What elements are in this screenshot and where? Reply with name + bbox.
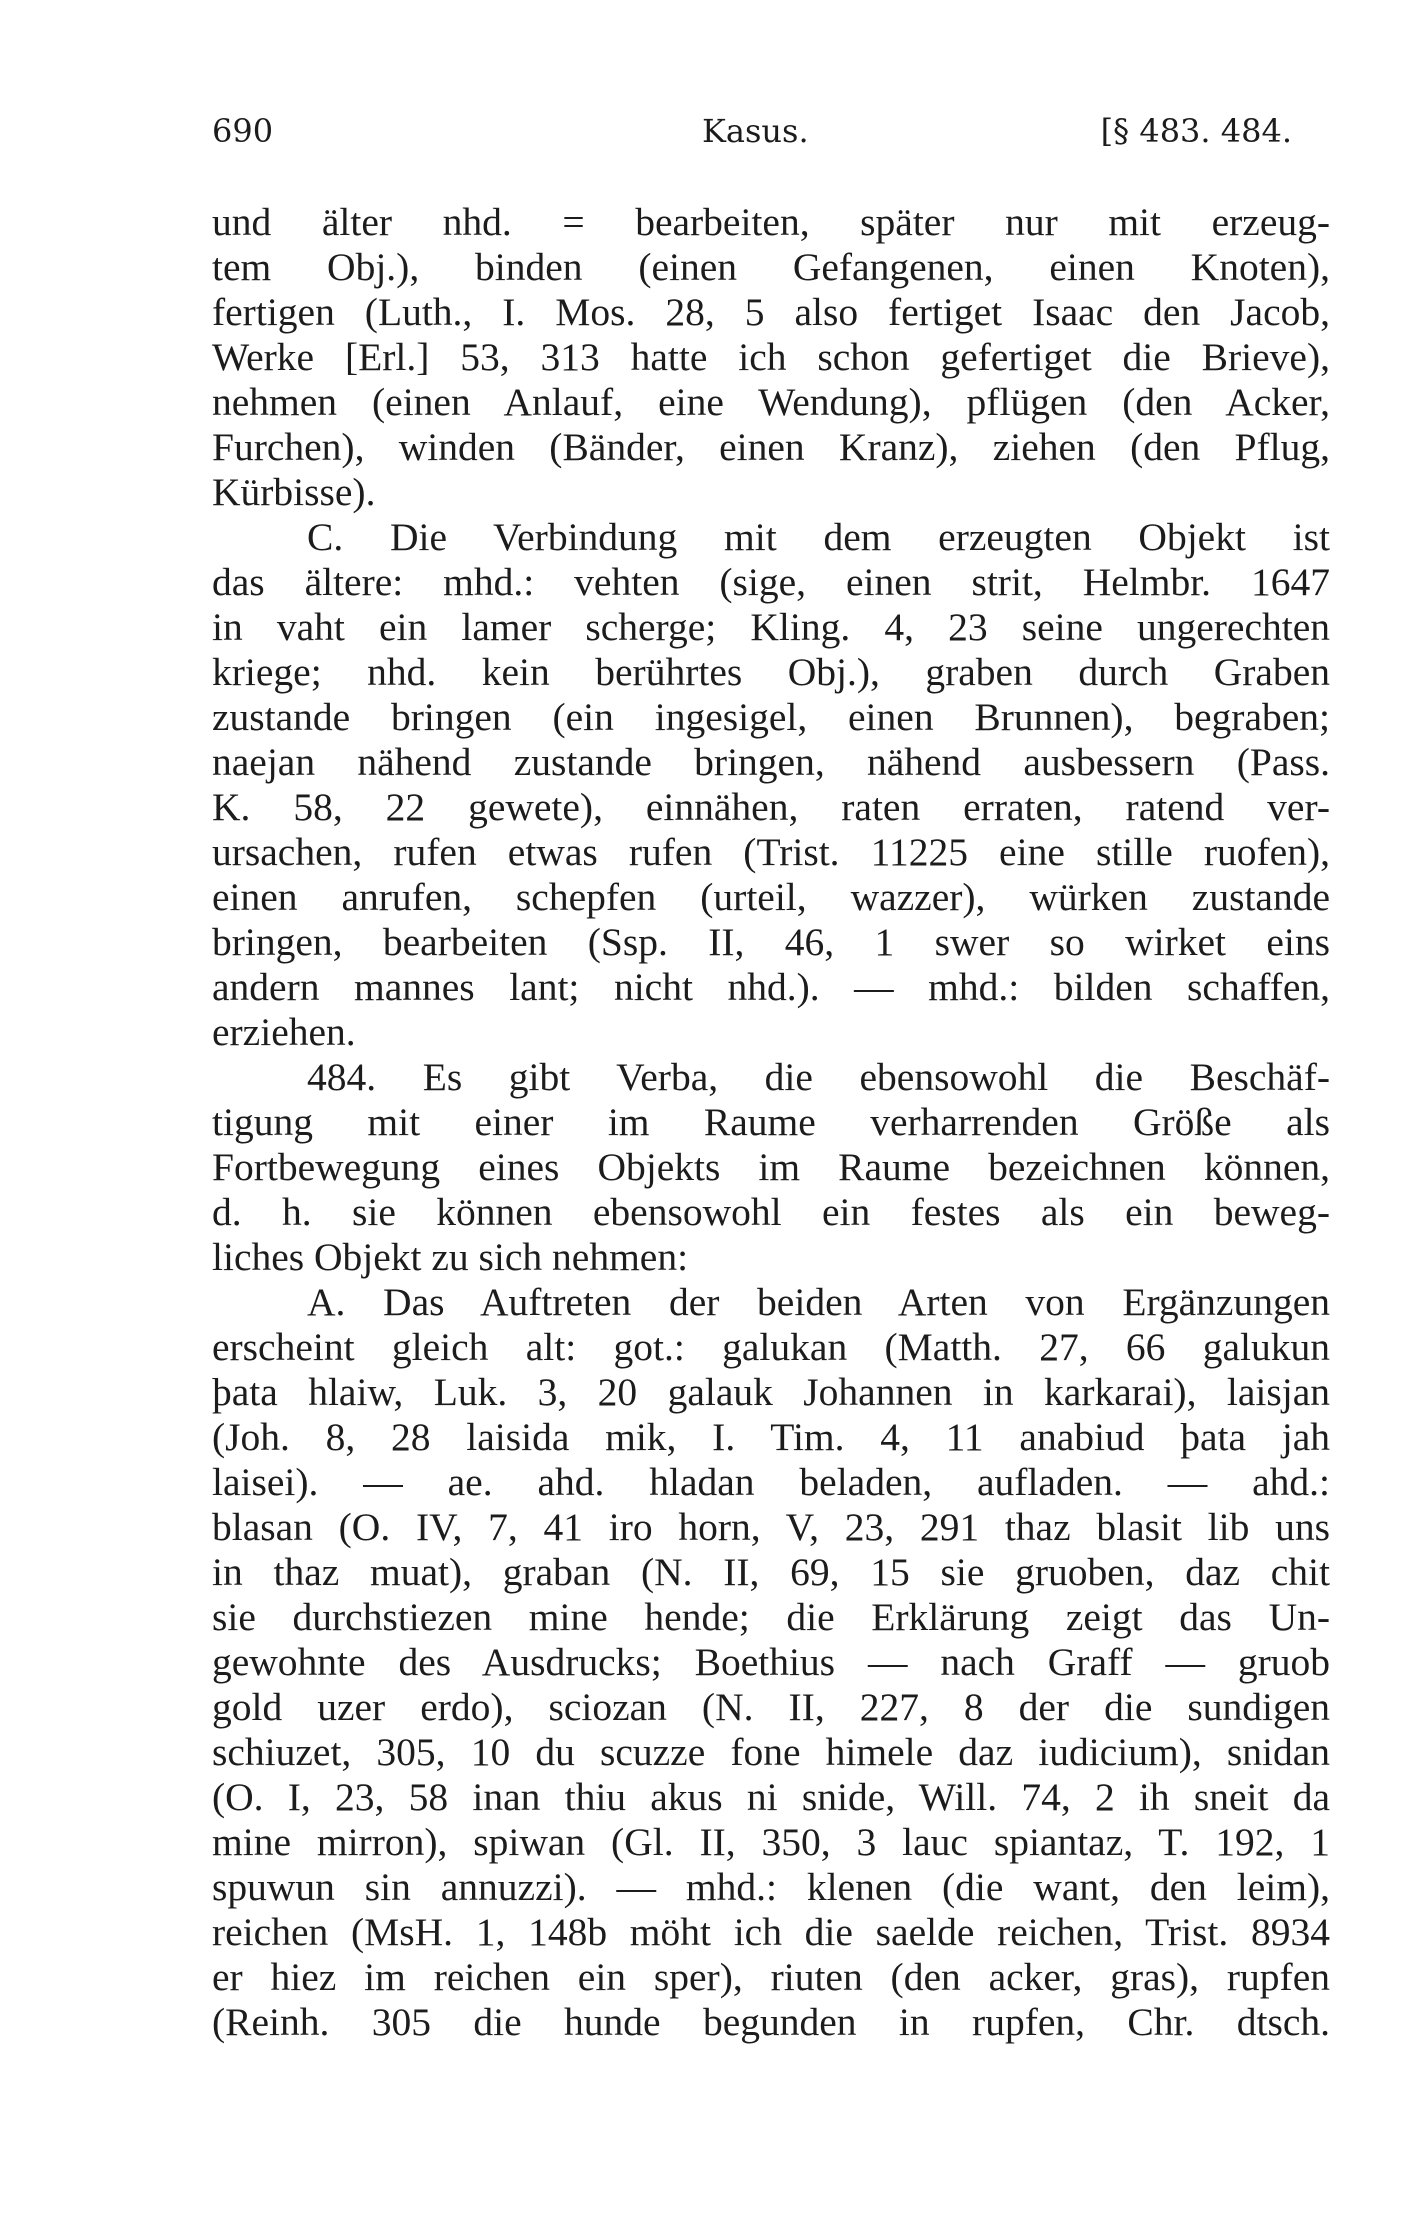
text-line: A. Das Auftreten der beiden Arten von Ergänzungen (307, 1280, 1330, 1324)
text-line: K. 58, 22 gewete), einnähen, raten erraten, ratend ver- (212, 785, 1330, 829)
text-line: reichen (MsH. 1, 148b möht ich die saelde reichen, Trist. 8934 (212, 1910, 1330, 1954)
text-line: einen anrufen, schepfen (urteil, wazzer), würken zustande (212, 875, 1330, 919)
text-line: laisei). — ae. ahd. hladan beladen, aufladen. — ahd.: (212, 1460, 1330, 1504)
text-line: C. Die Verbindung mit dem erzeugten Objekt ist (307, 515, 1330, 559)
page-number: 690 (212, 112, 274, 150)
text-line: d. h. sie können ebensowohl ein festes als ein beweg- (212, 1190, 1330, 1234)
text-line: naejan nähend zustande bringen, nähend ausbessern (Pass. (212, 740, 1330, 784)
text-line: und älter nhd. = bearbeiten, später nur mit erzeug- (212, 200, 1330, 244)
text-line: gold uzer erdo), sciozan (N. II, 227, 8 der die sundigen (212, 1685, 1330, 1729)
text-line: tigung mit einer im Raume verharrenden Größe als (212, 1100, 1330, 1144)
text-line: sie durchstiezen mine hende; die Erklärung zeigt das Un- (212, 1595, 1330, 1639)
text-line: liches Objekt zu sich nehmen: (212, 1235, 689, 1279)
text-line: blasan (O. IV, 7, 41 iro horn, V, 23, 291 thaz blasit lib uns (212, 1505, 1330, 1549)
text-line: (Reinh. 305 die hunde begunden in rupfen, Chr. dtsch. (212, 2000, 1330, 2044)
text-line: (Joh. 8, 28 laisida mik, I. Tim. 4, 11 anabiud þata jah (212, 1415, 1330, 1459)
text-line: Furchen), winden (Bänder, einen Kranz), ziehen (den Pflug, (212, 425, 1330, 469)
text-line: nehmen (einen Anlauf, eine Wendung), pflügen (den Acker, (212, 380, 1330, 424)
text-line: fertigen (Luth., I. Mos. 28, 5 also fertiget Isaac den Jacob, (212, 290, 1330, 334)
text-line: andern mannes lant; nicht nhd.). — mhd.: bilden schaffen, (212, 965, 1330, 1009)
running-title: Kasus. (702, 112, 809, 150)
section-reference: [§ 483. 484. (1100, 112, 1292, 150)
text-line: schiuzet, 305, 10 du scuzze fone himele daz iudicium), snidan (212, 1730, 1330, 1774)
text-line: das ältere: mhd.: vehten (sige, einen strit, Helmbr. 1647 (212, 560, 1330, 604)
text-line: kriege; nhd. kein berührtes Obj.), graben durch Graben (212, 650, 1330, 694)
text-line: erziehen. (212, 1010, 356, 1054)
text-line: spuwun sin annuzzi). — mhd.: klenen (die want, den leim), (212, 1865, 1330, 1909)
text-line: (O. I, 23, 58 inan thiu akus ni snide, Will. 74, 2 ih sneit da (212, 1775, 1330, 1819)
text-line: ursachen, rufen etwas rufen (Trist. 11225 eine stille ruofen), (212, 830, 1330, 874)
page-header (212, 112, 1292, 160)
text-line: er hiez im reichen ein sper), riuten (den acker, gras), rupfen (212, 1955, 1330, 1999)
text-line: mine mirron), spiwan (Gl. II, 350, 3 lauc spiantaz, T. 192, 1 (212, 1820, 1330, 1864)
text-line: tem Obj.), binden (einen Gefangenen, einen Knoten), (212, 245, 1330, 289)
text-line: erscheint gleich alt: got.: galukan (Matth. 27, 66 galukun (212, 1325, 1330, 1369)
section-start-484: 484. Es gibt Verba, die ebensowohl die Beschäf- (307, 1055, 1330, 1099)
text-line: gewohnte des Ausdrucks; Boethius — nach Graff — gruob (212, 1640, 1330, 1684)
page-body (212, 200, 1330, 2045)
text-line: in vaht ein lamer scherge; Kling. 4, 23 seine ungerechten (212, 605, 1330, 649)
text-line: Fortbewegung eines Objekts im Raume bezeichnen können, (212, 1145, 1330, 1189)
text-line: bringen, bearbeiten (Ssp. II, 46, 1 swer so wirket eins (212, 920, 1330, 964)
text-line: zustande bringen (ein ingesigel, einen Brunnen), begraben; (212, 695, 1330, 739)
text-line: in thaz muat), graban (N. II, 69, 15 sie gruoben, daz chit (212, 1550, 1330, 1594)
text-line: Kürbisse). (212, 470, 376, 514)
text-line: Werke [Erl.] 53, 313 hatte ich schon gefertiget die Brieve), (212, 335, 1330, 379)
text-line: þata hlaiw, Luk. 3, 20 galauk Johannen in karkarai), laisjan (212, 1370, 1330, 1414)
